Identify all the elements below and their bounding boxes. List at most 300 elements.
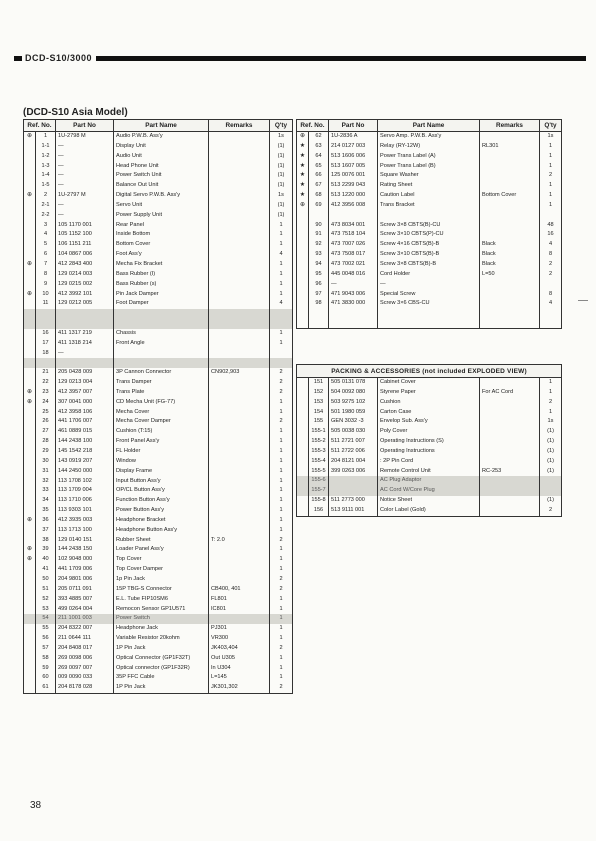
ref-no: 94 xyxy=(309,260,329,270)
ref-no: 2-1 xyxy=(36,201,56,211)
quantity: 1 xyxy=(270,496,293,506)
col-name-header: Part Name xyxy=(378,120,480,132)
part-no: 412 3957 007 xyxy=(56,388,114,398)
table-row xyxy=(24,595,293,605)
part-no: 513 1607 005 xyxy=(329,162,378,172)
remarks: RL301 xyxy=(480,142,540,152)
quantity: 2 xyxy=(270,368,293,378)
row-mark xyxy=(24,349,36,359)
part-no xyxy=(329,211,378,221)
remarks: Bottom Cover xyxy=(480,191,540,201)
row-mark xyxy=(24,408,36,418)
row-mark xyxy=(24,506,36,516)
remarks xyxy=(480,230,540,240)
part-name: Screw 3×10 CBTS(B)-B xyxy=(378,250,480,260)
ref-no: 69 xyxy=(309,201,329,211)
row-mark xyxy=(297,290,309,300)
part-name xyxy=(378,211,480,221)
table-row xyxy=(24,142,293,152)
part-no xyxy=(329,486,378,496)
row-mark xyxy=(297,476,309,486)
remarks xyxy=(209,260,270,270)
part-no: 441 1706 007 xyxy=(56,417,114,427)
quantity: 1 xyxy=(540,388,562,398)
row-mark: ⊕ xyxy=(24,555,36,565)
table-row xyxy=(297,162,562,172)
part-name: Trans Bracket xyxy=(378,201,480,211)
part-no: GEN 3032 -3 xyxy=(329,417,378,427)
row-mark xyxy=(24,299,36,309)
table-row xyxy=(297,201,562,211)
ref-no: 152 xyxy=(309,388,329,398)
table-row xyxy=(297,230,562,240)
col-ref-header: Ref. No. xyxy=(297,120,329,132)
accessories-table xyxy=(296,364,562,517)
ref-no: 27 xyxy=(36,427,56,437)
part-name: Rating Sheet xyxy=(378,181,480,191)
row-mark xyxy=(297,417,309,427)
quantity: 1 xyxy=(270,457,293,467)
row-mark: ⊕ xyxy=(297,201,309,211)
part-name: Remote Control Unit xyxy=(378,467,480,477)
part-name xyxy=(114,358,209,368)
quantity: 1 xyxy=(270,545,293,555)
part-name: Color Label (Gold) xyxy=(378,506,480,516)
part-no: 412 3958 106 xyxy=(56,408,114,418)
ref-no: 28 xyxy=(36,437,56,447)
part-no: 412 3956 008 xyxy=(329,201,378,211)
remarks xyxy=(480,162,540,172)
part-no: 473 7508 017 xyxy=(329,250,378,260)
remarks xyxy=(209,319,270,329)
ref-no: 154 xyxy=(309,408,329,418)
table-row xyxy=(24,427,293,437)
remarks: Black xyxy=(480,250,540,260)
col-part-header: Part No xyxy=(56,120,114,132)
table-row xyxy=(24,240,293,250)
part-no: 204 8121 004 xyxy=(329,457,378,467)
quantity: 1 xyxy=(540,201,562,211)
remarks xyxy=(480,417,540,427)
ref-no: 17 xyxy=(36,339,56,349)
part-name xyxy=(378,319,480,329)
quantity: 2 xyxy=(270,378,293,388)
quantity: 1 xyxy=(270,506,293,516)
part-name: — xyxy=(378,280,480,290)
table-row xyxy=(24,457,293,467)
ref-no: 97 xyxy=(309,290,329,300)
part-name: Notice Sheet xyxy=(378,496,480,506)
ref-no: 64 xyxy=(309,152,329,162)
quantity: 2 xyxy=(540,171,562,181)
ref-no: 155-5 xyxy=(309,467,329,477)
row-mark xyxy=(24,644,36,654)
ref-no: 3 xyxy=(36,221,56,231)
table-row xyxy=(24,585,293,595)
table-row xyxy=(24,506,293,516)
table-row xyxy=(24,181,293,191)
quantity: 1 xyxy=(270,634,293,644)
ref-no: 7 xyxy=(36,260,56,270)
quantity: 1 xyxy=(270,329,293,339)
row-mark xyxy=(24,595,36,605)
ref-no: 58 xyxy=(36,654,56,664)
ref-no: 32 xyxy=(36,477,56,487)
ref-no: 24 xyxy=(36,398,56,408)
ref-no: 50 xyxy=(36,575,56,585)
table-row xyxy=(297,388,562,398)
quantity: 2 xyxy=(270,417,293,427)
remarks xyxy=(209,349,270,359)
part-name: Rubber Sheet xyxy=(114,536,209,546)
part-no: — xyxy=(56,171,114,181)
part-name: Top Cover xyxy=(114,555,209,565)
ref-no: 36 xyxy=(36,516,56,526)
row-mark xyxy=(24,230,36,240)
quantity xyxy=(270,309,293,319)
remarks: JK403,404 xyxy=(209,644,270,654)
ref-no xyxy=(309,309,329,319)
table-row xyxy=(24,388,293,398)
part-no: 473 7007 026 xyxy=(329,240,378,250)
row-mark xyxy=(297,398,309,408)
part-name: 1P Pin Jack xyxy=(114,683,209,693)
part-name: Window xyxy=(114,457,209,467)
part-no: 411 1317 219 xyxy=(56,329,114,339)
quantity: 1 xyxy=(270,290,293,300)
table-row xyxy=(24,516,293,526)
ref-no: 155-8 xyxy=(309,496,329,506)
remarks xyxy=(209,191,270,201)
quantity xyxy=(540,486,562,496)
quantity: 1 xyxy=(270,486,293,496)
part-name: Mecha Cover Damper xyxy=(114,417,209,427)
ref-no: 57 xyxy=(36,644,56,654)
row-mark: ★ xyxy=(297,142,309,152)
table-row xyxy=(24,477,293,487)
part-name: Top Cover Damper xyxy=(114,565,209,575)
part-name: Foot Ass'y xyxy=(114,250,209,260)
part-no: 144 2450 000 xyxy=(56,467,114,477)
section-title: (DCD-S10 Asia Model) xyxy=(23,107,128,118)
table-row xyxy=(24,152,293,162)
quantity: 1 xyxy=(270,437,293,447)
part-name: Optical connector (GP1F32R) xyxy=(114,664,209,674)
ref-no: 25 xyxy=(36,408,56,418)
part-name: Power Trans Label (A) xyxy=(378,152,480,162)
table-row xyxy=(297,191,562,201)
ref-no: 55 xyxy=(36,624,56,634)
table-row xyxy=(24,664,293,674)
table-row xyxy=(24,270,293,280)
table-row xyxy=(24,683,293,693)
part-name: Bass Rubber (I) xyxy=(114,270,209,280)
remarks xyxy=(209,477,270,487)
table-row xyxy=(297,299,562,309)
table-row xyxy=(24,171,293,181)
part-no: 113 9303 101 xyxy=(56,506,114,516)
ref-no: 68 xyxy=(309,191,329,201)
ref-no: 22 xyxy=(36,378,56,388)
table-row xyxy=(297,457,562,467)
ref-no: 8 xyxy=(36,270,56,280)
part-no xyxy=(329,309,378,319)
ref-no: 23 xyxy=(36,388,56,398)
part-no: — xyxy=(56,349,114,359)
part-no: 501 1980 059 xyxy=(329,408,378,418)
ref-no: 1 xyxy=(36,132,56,142)
part-no: 205 0428 009 xyxy=(56,368,114,378)
quantity xyxy=(540,319,562,329)
remarks xyxy=(209,230,270,240)
part-no: 513 9111 001 xyxy=(329,506,378,516)
remarks xyxy=(480,299,540,309)
part-no: 269 0097 007 xyxy=(56,664,114,674)
part-name: Power Switch xyxy=(114,614,209,624)
ref-no xyxy=(36,309,56,319)
table-row xyxy=(24,329,293,339)
row-mark xyxy=(24,181,36,191)
remarks: CB400, 401 xyxy=(209,585,270,595)
ref-no: 63 xyxy=(309,142,329,152)
table-row xyxy=(24,408,293,418)
row-mark xyxy=(24,329,36,339)
ref-no: 62 xyxy=(309,132,329,142)
part-name: Poly Cover xyxy=(378,427,480,437)
quantity: 2 xyxy=(270,644,293,654)
part-no: 393 4885 007 xyxy=(56,595,114,605)
part-name: Display Frame xyxy=(114,467,209,477)
table-row xyxy=(24,398,293,408)
remarks xyxy=(480,457,540,467)
table-row xyxy=(297,152,562,162)
table-header-row xyxy=(297,120,562,132)
ref-no: 155-6 xyxy=(309,476,329,486)
quantity: 1 xyxy=(540,378,562,388)
table-row xyxy=(297,270,562,280)
quantity: (1) xyxy=(540,467,562,477)
part-name: AC Plug Adaptor xyxy=(378,476,480,486)
table-row xyxy=(24,358,293,368)
quantity: 2 xyxy=(540,260,562,270)
table-row xyxy=(24,624,293,634)
part-name: Mecha Fix Bracket xyxy=(114,260,209,270)
remarks xyxy=(480,171,540,181)
row-mark xyxy=(24,683,36,693)
row-mark xyxy=(24,447,36,457)
table-row xyxy=(24,575,293,585)
part-name: Headphone Bracket xyxy=(114,516,209,526)
table-row xyxy=(24,536,293,546)
quantity: 1 xyxy=(270,477,293,487)
quantity xyxy=(540,280,562,290)
part-no: 211 1001 003 xyxy=(56,614,114,624)
part-no: — xyxy=(56,181,114,191)
row-mark xyxy=(297,427,309,437)
part-no: 211 0644 111 xyxy=(56,634,114,644)
part-name: Remocon Sensor GP1U571 xyxy=(114,605,209,615)
quantity: 16 xyxy=(540,230,562,240)
table-row xyxy=(24,260,293,270)
row-mark xyxy=(24,467,36,477)
part-no: 412 2843 400 xyxy=(56,260,114,270)
remarks: VR300 xyxy=(209,634,270,644)
ref-no: 92 xyxy=(309,240,329,250)
part-name: 1p Pin Jack xyxy=(114,575,209,585)
row-mark xyxy=(297,506,309,516)
ref-no: 38 xyxy=(36,536,56,546)
margin-mark xyxy=(578,300,588,301)
row-mark xyxy=(24,250,36,260)
part-name: 3P Cannon Connector xyxy=(114,368,209,378)
ref-no: 59 xyxy=(36,664,56,674)
part-name: Power Trans Label (B) xyxy=(378,162,480,172)
row-mark xyxy=(24,614,36,624)
row-mark xyxy=(297,486,309,496)
part-no: 1U-2798 M xyxy=(56,132,114,142)
row-mark xyxy=(24,309,36,319)
remarks: PJ301 xyxy=(209,624,270,634)
row-mark: ★ xyxy=(297,162,309,172)
part-no: 411 1318 214 xyxy=(56,339,114,349)
row-mark xyxy=(297,309,309,319)
remarks xyxy=(480,378,540,388)
quantity: (1) xyxy=(540,437,562,447)
table-row xyxy=(297,290,562,300)
part-name xyxy=(114,309,209,319)
remarks xyxy=(209,152,270,162)
part-no: 307 0041 000 xyxy=(56,398,114,408)
ref-no: 90 xyxy=(309,221,329,231)
part-no: 104 0867 006 xyxy=(56,250,114,260)
remarks xyxy=(209,358,270,368)
quantity: 1s xyxy=(270,191,293,201)
part-no: 204 9801 006 xyxy=(56,575,114,585)
remarks xyxy=(480,496,540,506)
remarks: In U304 xyxy=(209,664,270,674)
table-row xyxy=(24,496,293,506)
part-no xyxy=(329,476,378,486)
part-name xyxy=(378,309,480,319)
part-no: 412 3935 003 xyxy=(56,516,114,526)
row-mark: ★ xyxy=(297,191,309,201)
quantity: 8 xyxy=(540,290,562,300)
quantity: 1s xyxy=(540,417,562,427)
part-name: Input Button Ass'y xyxy=(114,477,209,487)
quantity: 8 xyxy=(540,250,562,260)
remarks: RC-253 xyxy=(480,467,540,477)
remarks xyxy=(209,290,270,300)
remarks xyxy=(480,221,540,231)
table-row xyxy=(297,181,562,191)
row-mark: ⊕ xyxy=(24,191,36,201)
remarks xyxy=(480,408,540,418)
quantity: 1 xyxy=(270,673,293,683)
quantity: 1 xyxy=(270,526,293,536)
part-name: Chassis xyxy=(114,329,209,339)
part-name: Power Button Ass'y xyxy=(114,506,209,516)
remarks xyxy=(209,555,270,565)
table-row xyxy=(297,319,562,329)
row-mark xyxy=(24,368,36,378)
table-row xyxy=(24,673,293,683)
table-row xyxy=(24,299,293,309)
part-name: Styrene Paper xyxy=(378,388,480,398)
part-name: Trans Damper xyxy=(114,378,209,388)
part-name: Servo Unit xyxy=(114,201,209,211)
row-mark xyxy=(24,270,36,280)
quantity: 4 xyxy=(270,299,293,309)
ref-no: 1-2 xyxy=(36,152,56,162)
remarks xyxy=(209,309,270,319)
row-mark xyxy=(24,664,36,674)
quantity: 1 xyxy=(540,142,562,152)
part-no: 009 0090 033 xyxy=(56,673,114,683)
ref-no: 31 xyxy=(36,467,56,477)
quantity: 1 xyxy=(270,447,293,457)
quantity: 1 xyxy=(270,221,293,231)
quantity: 1 xyxy=(270,339,293,349)
ref-no: 155-2 xyxy=(309,437,329,447)
quantity xyxy=(270,358,293,368)
ref-no: 54 xyxy=(36,614,56,624)
row-mark xyxy=(297,230,309,240)
table-row xyxy=(297,417,562,427)
remarks xyxy=(209,250,270,260)
row-mark xyxy=(24,142,36,152)
part-no: 129 0215 002 xyxy=(56,280,114,290)
table-row xyxy=(24,230,293,240)
part-name: Cushion xyxy=(378,398,480,408)
remarks xyxy=(209,417,270,427)
part-no: 505 0131 078 xyxy=(329,378,378,388)
part-no: 504 0092 080 xyxy=(329,388,378,398)
ref-no: 29 xyxy=(36,447,56,457)
ref-no xyxy=(36,358,56,368)
remarks xyxy=(209,516,270,526)
parts-table-right xyxy=(296,119,562,329)
quantity: 4 xyxy=(270,250,293,260)
part-no: — xyxy=(329,280,378,290)
quantity: (1) xyxy=(270,142,293,152)
row-mark xyxy=(24,339,36,349)
table-row xyxy=(297,427,562,437)
part-no: 513 1606 006 xyxy=(329,152,378,162)
ref-no: 91 xyxy=(309,230,329,240)
remarks xyxy=(480,398,540,408)
quantity: 1 xyxy=(270,664,293,674)
part-no: 513 1220 000 xyxy=(329,191,378,201)
col-remarks-header: Remarks xyxy=(209,120,270,132)
remarks xyxy=(480,201,540,211)
row-mark xyxy=(24,171,36,181)
remarks xyxy=(209,388,270,398)
quantity: 1 xyxy=(270,555,293,565)
part-name: AC Cord W/Core Plug xyxy=(378,486,480,496)
quantity: 1 xyxy=(540,152,562,162)
quantity: 1 xyxy=(270,654,293,664)
ref-no: 16 xyxy=(36,329,56,339)
quantity xyxy=(540,476,562,486)
quantity: 4 xyxy=(540,299,562,309)
row-mark xyxy=(297,388,309,398)
part-no: 106 1151 211 xyxy=(56,240,114,250)
part-name: Front Panel Ass'y xyxy=(114,437,209,447)
row-mark xyxy=(297,260,309,270)
remarks: CN902,903 xyxy=(209,368,270,378)
part-name: Cushion (T:15) xyxy=(114,427,209,437)
part-name: Screw 3×8 CBTS(B)-CU xyxy=(378,221,480,231)
